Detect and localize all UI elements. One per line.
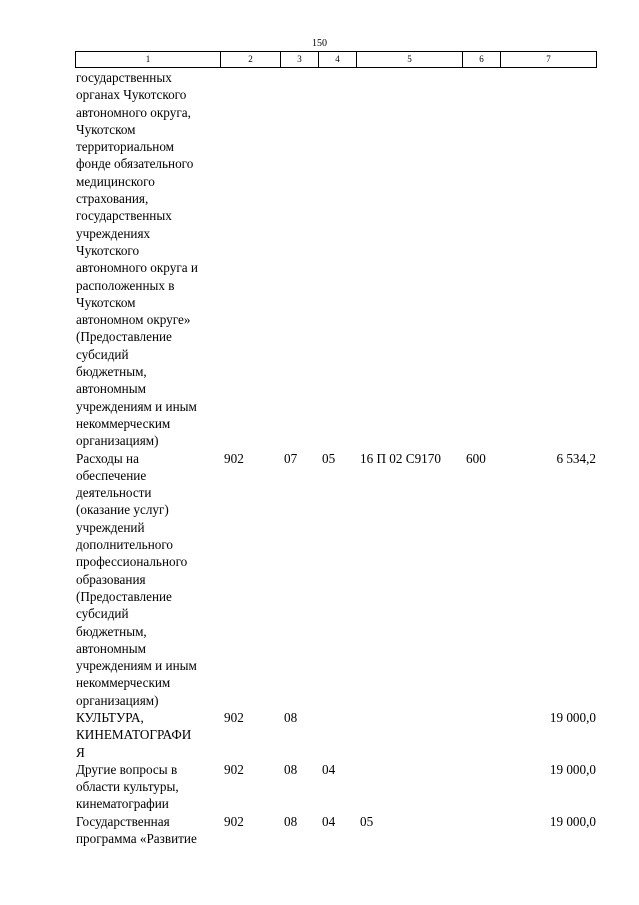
row-amount <box>500 69 596 450</box>
row-code-2 <box>220 69 280 450</box>
table-row <box>75 69 596 450</box>
page-number: 150 <box>312 38 327 49</box>
row-amount: 19 000,0 <box>549 813 596 829</box>
row-amount: 19 000,0 <box>549 709 596 725</box>
table-row <box>75 813 596 848</box>
row-code-4: 04 <box>322 813 336 829</box>
row-code-5: 16 П 02 С9170 <box>360 450 441 466</box>
row-code-2: 902 <box>224 813 244 829</box>
budget-table <box>75 69 596 847</box>
header-col-1: 1 <box>76 52 221 68</box>
row-name: Другие вопросы в области культуры, кинематографии <box>76 761 179 812</box>
row-code-4 <box>318 69 356 450</box>
header-col-2: 2 <box>221 52 281 68</box>
row-code-4: 05 <box>322 450 336 466</box>
row-code-2: 902 <box>224 709 244 725</box>
row-code-3: 08 <box>284 761 298 777</box>
row-amount: 19 000,0 <box>549 761 596 777</box>
row-code-5 <box>356 69 462 450</box>
row-name: Государственная программа «Развитие <box>76 813 197 847</box>
header-col-4: 4 <box>319 52 357 68</box>
header-row <box>76 52 597 68</box>
header-col-5: 5 <box>357 52 463 68</box>
row-code-3: 08 <box>284 813 298 829</box>
row-code-2: 902 <box>224 761 244 777</box>
row-code-5 <box>356 709 462 761</box>
row-code-6 <box>462 709 500 761</box>
header-col-6: 6 <box>463 52 501 68</box>
table-row <box>75 450 596 709</box>
row-code-4: 04 <box>322 761 336 777</box>
row-amount: 6 534,2 <box>556 450 596 466</box>
row-code-5 <box>356 761 462 813</box>
column-number-header <box>75 51 597 68</box>
table-row <box>75 709 596 761</box>
row-code-3: 07 <box>284 450 298 466</box>
row-code-6 <box>462 69 500 450</box>
row-name: государственных органах Чукотского автономного округа, Чукотском территориальном фонде обязательного медицинского страхования, государственных учреждениях Чукотского автономного округа и расположенных в Чукотском автономном округе» (Предоставление субсидий бюджетным, автономным учреждениям и иным некоммерческим организациям) <box>76 70 198 449</box>
row-name: КУЛЬТУРА, КИНЕМАТОГРАФИ Я <box>76 709 192 760</box>
row-code-3: 08 <box>284 709 298 725</box>
row-code-4 <box>318 709 356 761</box>
header-col-3: 3 <box>281 52 319 68</box>
row-code-5: 05 <box>360 813 374 829</box>
row-code-3 <box>280 69 318 450</box>
row-name: Расходы на обеспечение деятельности (оказание услуг) учреждений дополнительного профессионального образования (Предоставление субсидий бюджетным, автономным учреждениям и иным некоммерческим организациям) <box>76 450 197 708</box>
row-code-6: 600 <box>466 450 486 466</box>
row-code-6 <box>462 761 500 813</box>
row-code-2: 902 <box>224 450 244 466</box>
table-row <box>75 761 596 813</box>
header-col-7: 7 <box>501 52 597 68</box>
row-code-6 <box>462 813 500 848</box>
